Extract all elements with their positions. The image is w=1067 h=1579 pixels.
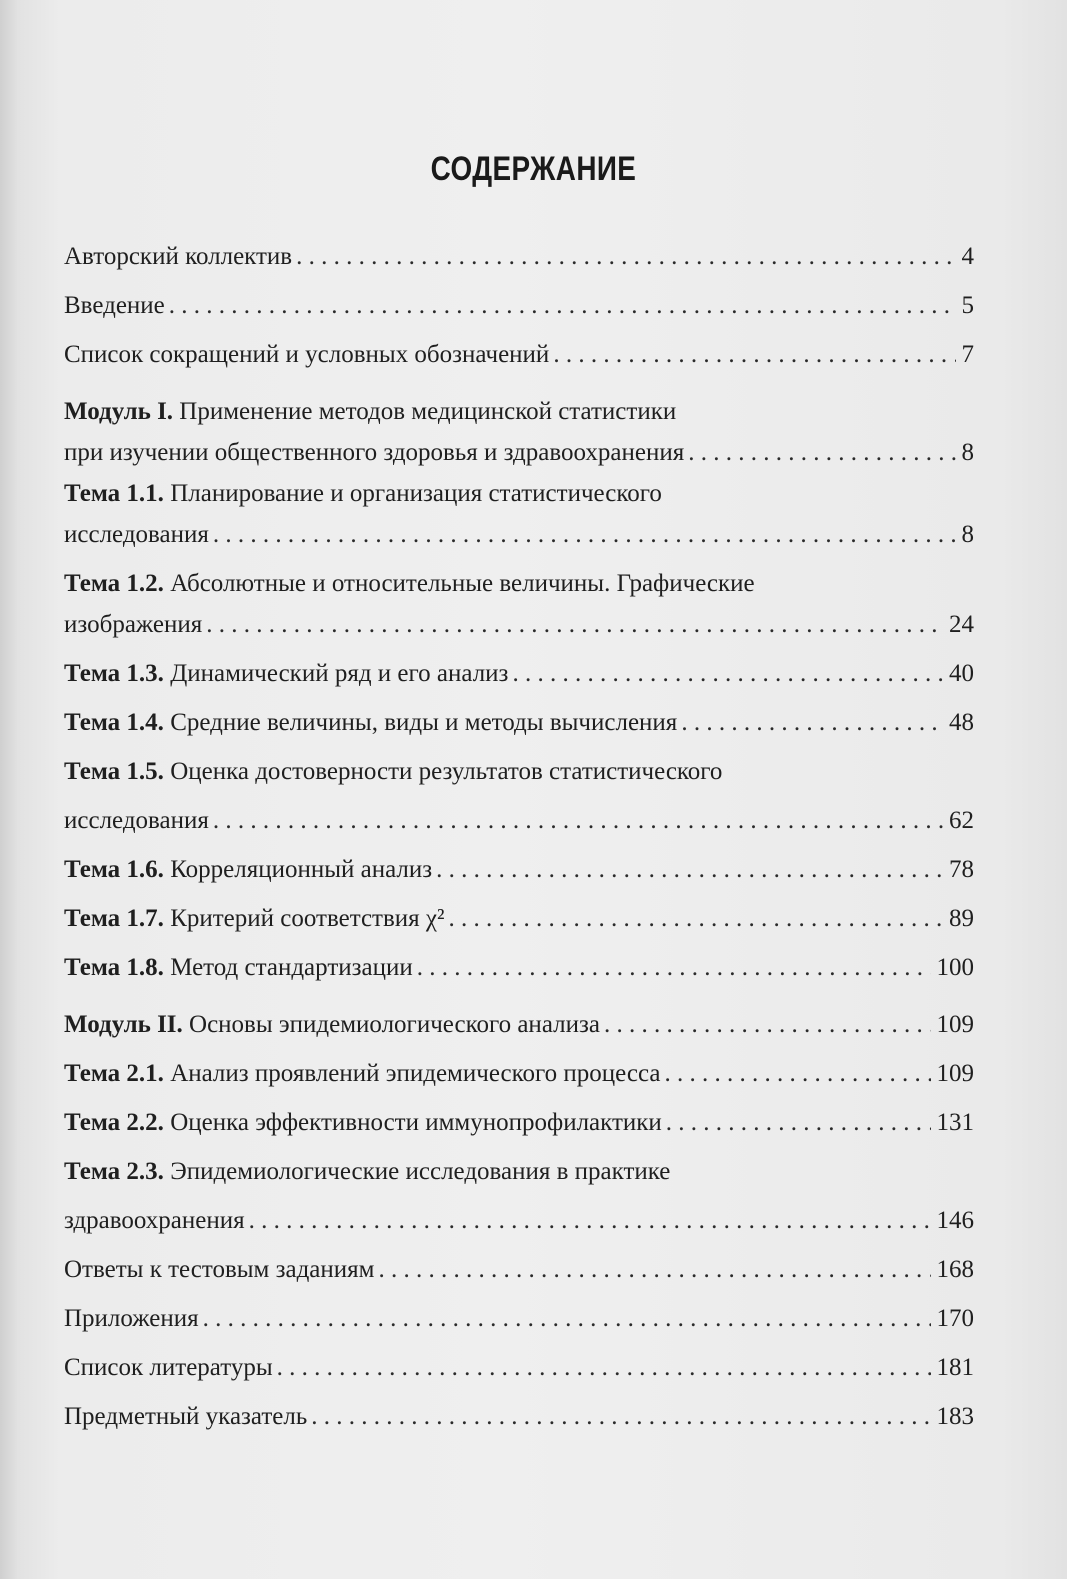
toc-entry-prefix: Модуль I. (64, 398, 174, 425)
toc-entry-topic[interactable] (64, 849, 974, 890)
toc-entry-text: Приложения (64, 1305, 199, 1332)
leader-dots (249, 1200, 931, 1241)
toc-entry-prefix: Модуль II. (64, 1011, 183, 1038)
leader-dots (436, 849, 943, 890)
toc-page-number: 4 (961, 243, 974, 270)
leader-dots (311, 1396, 930, 1437)
toc-page-number: 100 (936, 954, 974, 981)
toc-entry-prefix: Тема 1.5. (64, 758, 164, 785)
leader-dots (449, 898, 944, 939)
toc-entry[interactable] (64, 334, 974, 375)
toc-entry-text: Основы эпидемиологического анализа (182, 1011, 600, 1038)
toc-page-number: 24 (949, 611, 974, 638)
leader-dots (553, 334, 955, 375)
toc-entry-topic[interactable] (64, 947, 974, 988)
toc-entry-module[interactable] (64, 391, 974, 473)
toc-entry-text: Список сокращений и условных обозначений (64, 341, 550, 368)
page-title: СОДЕРЖАНИЕ (430, 150, 637, 188)
toc-entry-prefix: Тема 2.1. (64, 1060, 164, 1087)
toc-entry-topic[interactable] (64, 1102, 974, 1143)
toc-entry-text: здравоохранения (64, 1207, 245, 1234)
toc-page-number: 78 (949, 856, 974, 883)
leader-dots (169, 285, 956, 326)
leader-dots (681, 702, 943, 743)
toc-page-number: 40 (949, 660, 974, 687)
toc-entry[interactable] (64, 1298, 974, 1339)
toc-entry-text-line1: Применение методов медицинской статистики (173, 398, 677, 425)
leader-dots (417, 947, 931, 988)
toc-entry[interactable] (64, 236, 974, 277)
toc-entry-prefix: Тема 1.2. (64, 570, 164, 597)
table-of-contents (64, 236, 974, 1437)
toc-entry-text: Корреляционный анализ (163, 856, 433, 883)
toc-entry-module[interactable] (64, 1004, 974, 1045)
leader-dots (688, 432, 955, 473)
toc-page-number: 183 (936, 1403, 974, 1430)
toc-page-number: 109 (936, 1011, 974, 1038)
toc-entry-text: Авторский коллектив (64, 243, 293, 270)
toc-entry-prefix: Тема 1.3. (64, 660, 164, 687)
toc-entry-topic[interactable] (64, 751, 974, 841)
leader-dots (277, 1347, 931, 1388)
toc-entry-prefix: Тема 1.8. (64, 954, 164, 981)
toc-page-number: 5 (961, 292, 974, 319)
toc-page-number: 8 (961, 521, 974, 548)
toc-entry-text-line1: Оценка достоверности результатов статистического (163, 758, 723, 785)
toc-entry-text: исследования (64, 807, 209, 834)
toc-page-number: 7 (961, 341, 974, 368)
toc-entry-prefix: Тема 2.2. (64, 1109, 164, 1136)
toc-entry-text: Метод стандартизации (163, 954, 413, 981)
leader-dots (206, 604, 943, 645)
toc-page-number: 131 (936, 1109, 974, 1136)
toc-entry-prefix: Тема 1.7. (64, 905, 164, 932)
toc-entry-text: Список литературы (64, 1354, 273, 1381)
toc-entry-topic[interactable] (64, 898, 974, 939)
toc-entry-topic[interactable] (64, 1053, 974, 1094)
toc-entry-prefix: Тема 1.1. (64, 480, 164, 507)
leader-dots (378, 1249, 930, 1290)
toc-entry-topic[interactable] (64, 702, 974, 743)
toc-entry-topic[interactable] (64, 563, 974, 645)
toc-entry-text: Динамический ряд и его анализ (163, 660, 509, 687)
leader-dots (296, 236, 955, 277)
toc-entry-text-line1: Эпидемиологические исследования в практике (163, 1158, 671, 1185)
toc-entry-text: Оценка эффективности иммунопрофилактики (163, 1109, 662, 1136)
toc-entry[interactable] (64, 1249, 974, 1290)
toc-entry-text: исследования (64, 521, 209, 548)
toc-entry-topic[interactable] (64, 473, 974, 555)
leader-dots (203, 1298, 931, 1339)
toc-entry-text-line1: Абсолютные и относительные величины. Графические (163, 570, 755, 597)
toc-entry-text: Ответы к тестовым заданиям (64, 1256, 375, 1283)
leader-dots (604, 1004, 931, 1045)
toc-page-number: 89 (949, 905, 974, 932)
toc-entry-prefix: Тема 1.4. (64, 709, 164, 736)
toc-entry-text: изображения (64, 611, 203, 638)
toc-page-number: 48 (949, 709, 974, 736)
leader-dots (666, 1102, 931, 1143)
toc-entry[interactable] (64, 1347, 974, 1388)
toc-entry-prefix: Тема 2.3. (64, 1158, 164, 1185)
toc-entry-text: Введение (64, 292, 165, 319)
toc-entry-text: Критерий соответствия χ² (163, 905, 445, 932)
leader-dots (213, 514, 956, 555)
toc-entry[interactable] (64, 285, 974, 326)
toc-page-number: 62 (949, 807, 974, 834)
toc-entry-text: Средние величины, виды и методы вычисления (163, 709, 678, 736)
leader-dots (213, 800, 943, 841)
toc-entry-topic[interactable] (64, 1151, 974, 1241)
leader-dots (664, 1053, 930, 1094)
toc-page-number: 8 (961, 439, 974, 466)
toc-entry-text: Предметный указатель (64, 1403, 308, 1430)
toc-page-number: 168 (936, 1256, 974, 1283)
toc-entry[interactable] (64, 1396, 974, 1437)
leader-dots (512, 653, 943, 694)
toc-entry-prefix: Тема 1.6. (64, 856, 164, 883)
toc-entry-topic[interactable] (64, 653, 974, 694)
toc-page-number: 146 (936, 1207, 974, 1234)
toc-entry-text-line1: Планирование и организация статистического (163, 480, 662, 507)
toc-page-number: 181 (936, 1354, 974, 1381)
toc-entry-text: Анализ проявлений эпидемического процесса (163, 1060, 661, 1087)
toc-entry-text: при изучении общественного здоровья и здравоохранения (64, 439, 685, 466)
toc-page-number: 170 (936, 1305, 974, 1332)
toc-page-number: 109 (936, 1060, 974, 1087)
